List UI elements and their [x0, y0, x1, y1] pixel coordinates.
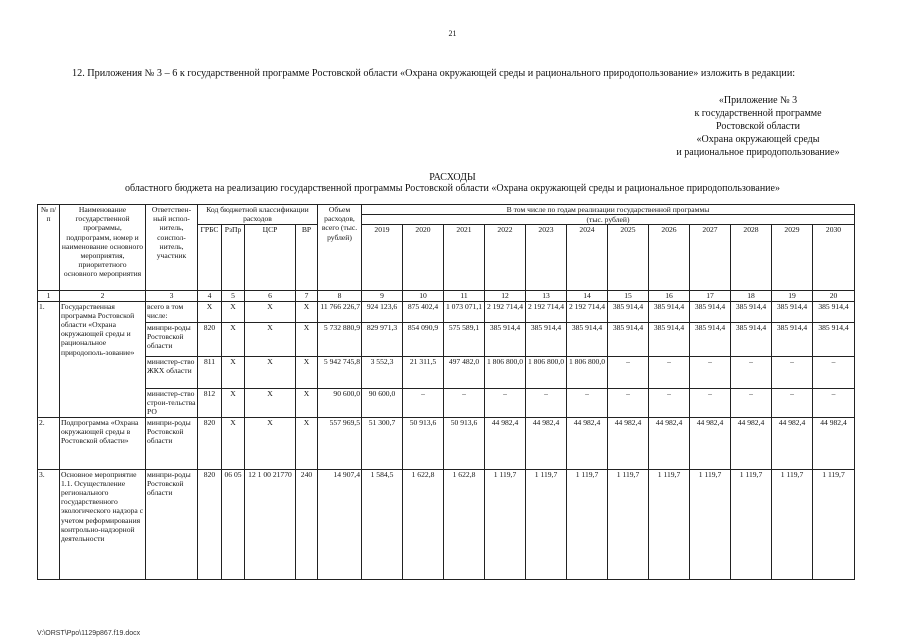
table-row — [38, 417, 855, 469]
column-number: 18 — [731, 291, 772, 301]
row-year-value: – — [403, 388, 444, 417]
row-vr: X — [296, 388, 318, 417]
row-year-value: 1 119,7 — [772, 469, 813, 579]
header-year: 2024 — [567, 225, 608, 291]
column-number: 3 — [146, 291, 198, 301]
row-year-value: 854 090,9 — [403, 322, 444, 356]
row-total: 11 766 226,7 — [318, 301, 362, 322]
row-rzpr: X — [222, 417, 245, 469]
row-total: 14 907,4 — [318, 469, 362, 579]
row-year-value: 924 123,6 — [362, 301, 403, 322]
row-year-value: 1 119,7 — [690, 469, 731, 579]
row-year-value: 385 914,4 — [526, 322, 567, 356]
row-responsible: всего в том числе: — [146, 301, 198, 322]
column-number: 7 — [296, 291, 318, 301]
row-year-value: 1 806 800,0 — [526, 356, 567, 388]
row-year-value: 1 119,7 — [567, 469, 608, 579]
annex-line: и рациональное природопользование» — [676, 147, 840, 158]
row-vr: X — [296, 356, 318, 388]
row-csr: 12 1 00 21770 — [245, 469, 296, 579]
row-year-value: 44 982,4 — [772, 417, 813, 469]
row-number: 3. — [38, 469, 60, 579]
row-grbs: 811 — [198, 356, 222, 388]
row-year-value: – — [444, 388, 485, 417]
row-year-value: 44 982,4 — [485, 417, 526, 469]
row-year-value: 2 192 714,4 — [485, 301, 526, 322]
row-year-value: 21 311,5 — [403, 356, 444, 388]
row-total: 557 969,5 — [318, 417, 362, 469]
header-year: 2026 — [649, 225, 690, 291]
column-number: 12 — [485, 291, 526, 301]
row-year-value: – — [772, 356, 813, 388]
column-number: 10 — [403, 291, 444, 301]
row-grbs: 820 — [198, 417, 222, 469]
row-vr: X — [296, 417, 318, 469]
row-number: 2. — [38, 417, 60, 469]
header-volume: Объем расходов, всего (тыс. рублей) — [318, 205, 362, 291]
row-total: 5 942 745,8 — [318, 356, 362, 388]
row-grbs: 812 — [198, 388, 222, 417]
row-year-value: – — [813, 356, 855, 388]
header-year: 2025 — [608, 225, 649, 291]
header-year: 2020 — [403, 225, 444, 291]
row-grbs: 820 — [198, 322, 222, 356]
row-year-value: 385 914,4 — [608, 301, 649, 322]
row-year-value: 1 119,7 — [813, 469, 855, 579]
row-year-value: 385 914,4 — [813, 322, 855, 356]
row-year-value: – — [608, 356, 649, 388]
header-code: ЦСР — [245, 225, 296, 291]
row-responsible: минпри-роды Ростовской области — [146, 322, 198, 356]
header-codes: Код бюджетной классификации расходов — [198, 205, 318, 225]
row-responsible: минпри-роды Ростовской области — [146, 417, 198, 469]
row-year-value: 385 914,4 — [567, 322, 608, 356]
column-number: 17 — [690, 291, 731, 301]
row-year-value: 1 119,7 — [649, 469, 690, 579]
header-year: 2027 — [690, 225, 731, 291]
row-rzpr: 06 05 — [222, 469, 245, 579]
row-grbs: 820 — [198, 469, 222, 579]
row-year-value: – — [772, 388, 813, 417]
annex-line: Ростовской области — [716, 121, 800, 132]
row-year-value: 1 806 800,0 — [485, 356, 526, 388]
table-row — [38, 356, 855, 388]
row-year-value: 50 913,6 — [444, 417, 485, 469]
row-rzpr: X — [222, 356, 245, 388]
column-number: 11 — [444, 291, 485, 301]
row-year-value: 385 914,4 — [608, 322, 649, 356]
row-year-value: – — [485, 388, 526, 417]
row-year-value: 2 192 714,4 — [526, 301, 567, 322]
row-year-value: – — [526, 388, 567, 417]
row-year-value: 44 982,4 — [608, 417, 649, 469]
header-year: 2019 — [362, 225, 403, 291]
row-year-value: 44 982,4 — [690, 417, 731, 469]
column-number: 19 — [772, 291, 813, 301]
annex-line: «Охрана окружающей среды — [696, 134, 820, 145]
header-code: ВР — [296, 225, 318, 291]
table-row — [38, 322, 855, 356]
header-responsible: Ответствен-ный испол-нитель, соиспол-нитель, участник — [146, 205, 198, 291]
row-year-value: – — [649, 388, 690, 417]
header-years-group: В том числе по годам реализации государственной программы — [362, 205, 855, 215]
row-year-value: 1 073 071,1 — [444, 301, 485, 322]
row-year-value: 575 589,1 — [444, 322, 485, 356]
row-year-value: 1 622,8 — [444, 469, 485, 579]
row-responsible: минпри-роды Ростовской области — [146, 469, 198, 579]
row-year-value: 44 982,4 — [813, 417, 855, 469]
header-no: № п/п — [38, 205, 60, 291]
row-year-value: 44 982,4 — [567, 417, 608, 469]
column-number-row — [38, 291, 855, 301]
row-year-value: 385 914,4 — [690, 301, 731, 322]
row-vr: 240 — [296, 469, 318, 579]
row-rzpr: X — [222, 388, 245, 417]
row-year-value: – — [690, 356, 731, 388]
header-row — [38, 205, 855, 215]
row-year-value: 385 914,4 — [813, 301, 855, 322]
row-year-value: 44 982,4 — [649, 417, 690, 469]
row-csr: X — [245, 356, 296, 388]
row-rzpr: X — [222, 301, 245, 322]
row-year-value: 2 192 714,4 — [567, 301, 608, 322]
file-path-footer: V:\ORST\Ppo\1129p867.f19.docx — [37, 630, 141, 637]
column-number: 9 — [362, 291, 403, 301]
row-total: 5 732 880,9 — [318, 322, 362, 356]
row-year-value: – — [690, 388, 731, 417]
column-number: 13 — [526, 291, 567, 301]
row-csr: X — [245, 388, 296, 417]
row-year-value: 1 119,7 — [485, 469, 526, 579]
row-year-value: 385 914,4 — [772, 322, 813, 356]
document-subtitle: областного бюджета на реализацию государственной программы Ростовской области «Охрана окружающей среды и рациональное природопользование» — [125, 183, 780, 194]
row-year-value: 1 119,7 — [526, 469, 567, 579]
header-year: 2022 — [485, 225, 526, 291]
column-number: 14 — [567, 291, 608, 301]
row-year-value: 1 622,8 — [403, 469, 444, 579]
row-year-value: 385 914,4 — [731, 322, 772, 356]
row-year-value: 385 914,4 — [649, 301, 690, 322]
row-responsible: министер-ство ЖКХ области — [146, 356, 198, 388]
row-rzpr: X — [222, 322, 245, 356]
row-year-value: 1 806 800,0 — [567, 356, 608, 388]
header-name: Наименование государственной программы, подпрограмм, номер и наименование основного мероприятия, приоритетного основного мероприятия — [60, 205, 146, 291]
row-year-value: – — [731, 356, 772, 388]
column-number: 2 — [60, 291, 146, 301]
column-number: 4 — [198, 291, 222, 301]
header-year: 2023 — [526, 225, 567, 291]
row-name: Государственная программа Ростовской области «Охрана окружающей среды и рациональное природополь-зование» — [60, 301, 146, 417]
column-number: 1 — [38, 291, 60, 301]
row-year-value: 829 971,3 — [362, 322, 403, 356]
row-year-value: 385 914,4 — [485, 322, 526, 356]
row-vr: X — [296, 322, 318, 356]
row-number: 1. — [38, 301, 60, 417]
table-row — [38, 469, 855, 579]
row-year-value: 385 914,4 — [690, 322, 731, 356]
column-number: 8 — [318, 291, 362, 301]
table-row — [38, 388, 855, 417]
header-code: ГРБС — [198, 225, 222, 291]
column-number: 20 — [813, 291, 855, 301]
row-year-value: – — [731, 388, 772, 417]
header-year: 2021 — [444, 225, 485, 291]
row-year-value: 385 914,4 — [772, 301, 813, 322]
header-year: 2030 — [813, 225, 855, 291]
annex-line: к государственной программе — [694, 108, 822, 119]
header-year: 2029 — [772, 225, 813, 291]
row-year-value: – — [608, 388, 649, 417]
column-number: 15 — [608, 291, 649, 301]
row-year-value: – — [649, 356, 690, 388]
row-responsible: министер-ство строи-тельства РО — [146, 388, 198, 417]
annex-line: «Приложение № 3 — [718, 95, 798, 106]
column-number: 6 — [245, 291, 296, 301]
row-year-value: 385 914,4 — [649, 322, 690, 356]
row-csr: X — [245, 417, 296, 469]
amendment-paragraph: 12. Приложения № 3 – 6 к государственной программе Ростовской области «Охрана окружающей среды и рационального природопользование» изложить в редакции: — [72, 68, 796, 79]
expenses-table — [37, 204, 855, 580]
header-code: РзПр — [222, 225, 245, 291]
column-number: 16 — [649, 291, 690, 301]
row-year-value: – — [813, 388, 855, 417]
row-name: Основное мероприятие 1.1. Осуществление регионального государственного экологического надзора с учетом реформирования контрольно-надзорной деятельности — [60, 469, 146, 579]
table-row — [38, 301, 855, 322]
row-year-value: 497 482,0 — [444, 356, 485, 388]
row-year-value: 90 600,0 — [362, 388, 403, 417]
row-year-value: 1 119,7 — [731, 469, 772, 579]
row-year-value: 3 552,3 — [362, 356, 403, 388]
row-year-value: 50 913,6 — [403, 417, 444, 469]
annex-reference — [663, 94, 853, 159]
row-year-value: 44 982,4 — [731, 417, 772, 469]
row-total: 90 600,0 — [318, 388, 362, 417]
header-year: 2028 — [731, 225, 772, 291]
row-csr: X — [245, 301, 296, 322]
document-title: РАСХОДЫ — [429, 172, 476, 183]
row-name: Подпрограмма «Охрана окружающей среды в Ростовской области» — [60, 417, 146, 469]
row-year-value: 385 914,4 — [731, 301, 772, 322]
row-vr: X — [296, 301, 318, 322]
row-grbs: X — [198, 301, 222, 322]
row-year-value: 1 584,5 — [362, 469, 403, 579]
page-number: 21 — [448, 29, 457, 38]
row-year-value: 51 300,7 — [362, 417, 403, 469]
row-csr: X — [245, 322, 296, 356]
row-year-value: 1 119,7 — [608, 469, 649, 579]
row-year-value: 875 402,4 — [403, 301, 444, 322]
column-number: 5 — [222, 291, 245, 301]
row-year-value: – — [567, 388, 608, 417]
header-years-unit: (тыс. рублей) — [362, 215, 855, 225]
row-year-value: 44 982,4 — [526, 417, 567, 469]
